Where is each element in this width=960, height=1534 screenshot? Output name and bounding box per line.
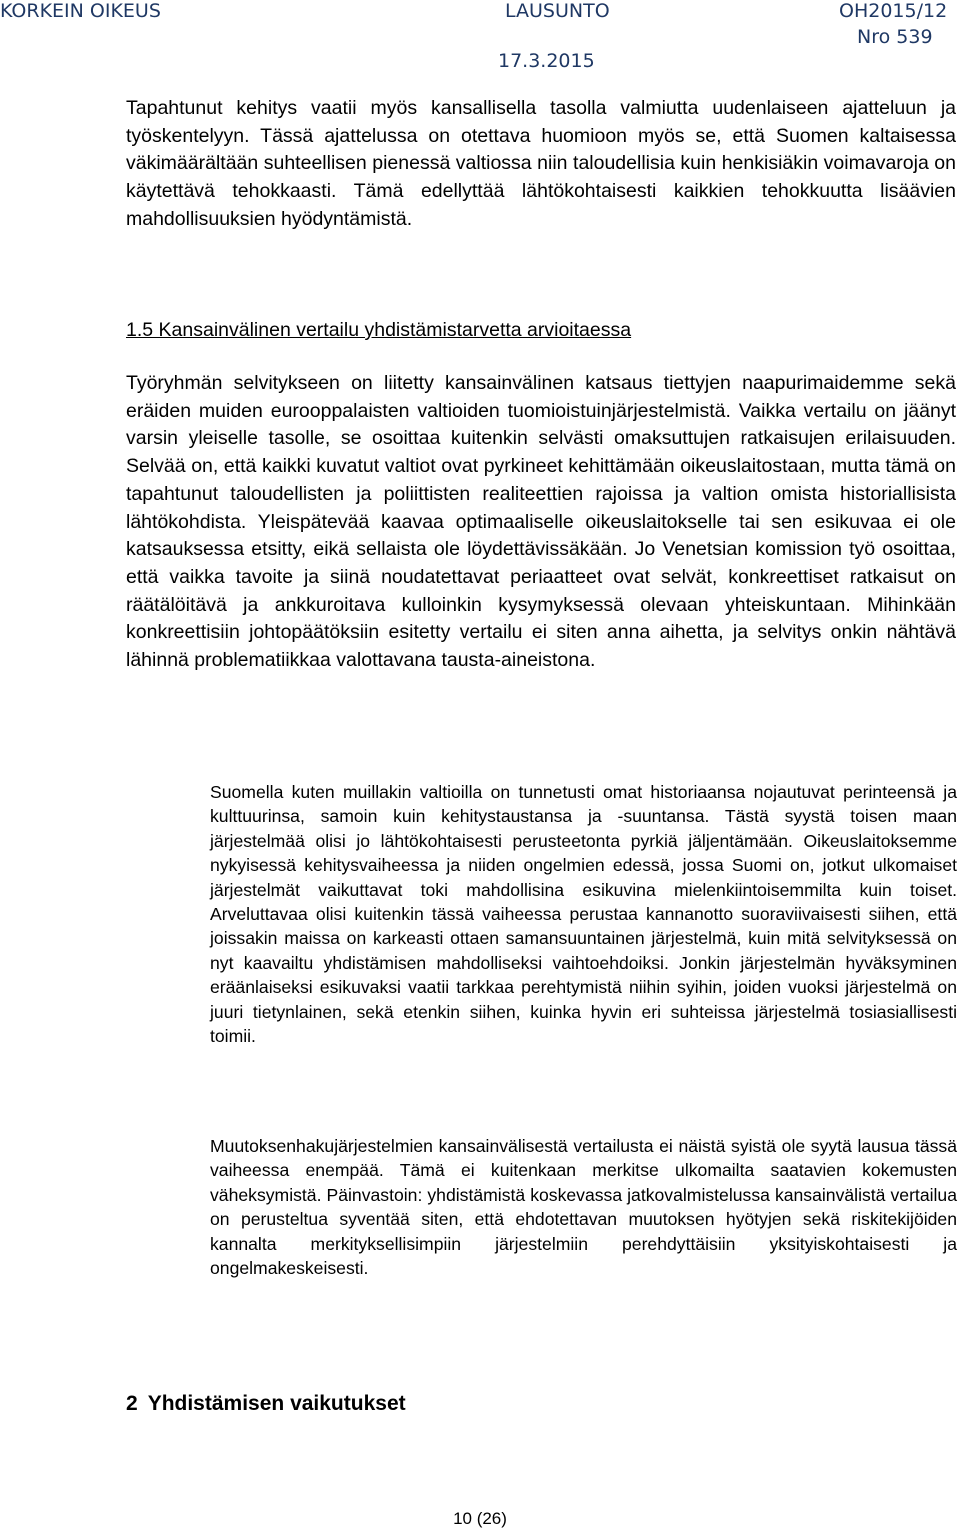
- chapter-title: Yhdistämisen vaikutukset: [147, 1392, 406, 1415]
- court-name: KORKEIN OIKEUS: [0, 0, 161, 22]
- chapter-number: 2: [126, 1392, 138, 1415]
- page-number: 10 (26): [453, 1509, 507, 1528]
- paragraph-intro: Tapahtunut kehitys vaatii myös kansallisella tasolla valmiutta uudenlaiseen ajatteluun ja työskentelyyn. Tässä ajattelussa on otettava huomioon myös se, että Suomen kaltaisessa väkimäärältään suhteellisen pienessä valtiossa niin taloudellisia kuin henkisiäkin voimavaroja on käytettävä tehokkaasti. Tämä edellyttää lähtökohtaisesti kaikkien tehokkuutta lisäävien mahdollisuuksien hyödyntämistä.: [126, 97, 956, 230]
- block-quote-1: Suomella kuten muillakin valtioilla on tunnetusti omat historiaansa nojautuvat perinteensä ja kulttuurinsa, samoin kuin kehitystaustansa ja -suuntansa. Tästä syystä toisen maan järjestelmää olisi jo lähtökohtaisesti perusteetonta pyrkiä jäljentämään. Oikeuslaitoksemme nykyisessä kehitysvaiheessa ja niiden ongelmien edessä, jossa Suomi on, jotkut ulkomaiset järjestelmät vaikuttavat toki mahdollisina esikuvina mielenkiintoisemmilta kuin toiset. Arveluttavaa olisi kuitenkin tässä vaiheessa perustaa kannanotto suoraviivaisesti siihen, että joissakin maissa on karkeasti ottaen samansuuntainen järjestelmä, kuin mitä selvityksessä on nyt kaavailtu yhdistämisen mahdolliseksi vaihtoehdoiksi. Jonkin järjestelmän hyväksyminen eräänlaiseksi esikuvaksi vaatii tarkkaa perehtymistä niihin syihin, joiden vuoksi järjestelmä on juuri tietynlainen, sekä etenkin siihen, kuinka hyvin eri suhteissa järjestelmä tosiasiallisesti toimii.: [210, 782, 957, 1047]
- document-type: LAUSUNTO: [505, 0, 610, 22]
- section-heading-1-5: 1.5 Kansainvälinen vertailu yhdistämistarvetta arvioitaessa: [126, 319, 632, 341]
- document-number: Nro 539: [857, 26, 933, 48]
- document-date: 17.3.2015: [498, 50, 595, 72]
- page-header: [0, 0, 960, 80]
- block-quote-2: Muutoksenhakujärjestelmien kansainvälisestä vertailusta ei näistä syistä ole syytä lausua tässä vaiheessa enempää. Tämä ei kuitenkaan merkitse ulkomailta saatavien kokemusten väheksymistä. Päinvastoin: yhdistämistä koskevassa jatkovalmistelussa kansainvälistä vertailua on perusteltua syventää siten, että ehdotettavan muutoksen hyötyjen sekä riskitekijöiden kannalta merkityksellisimpiin järjestelmiin perehdyttäisiin yksityiskohtaisesti ja ongelmakeskeisesti.: [210, 1136, 957, 1279]
- document-code: OH2015/12: [839, 0, 948, 22]
- paragraph-comparison: Työryhmän selvitykseen on liitetty kansainvälinen katsaus tiettyjen naapurimaidemme sekä eräiden muiden eurooppalaisten valtioiden tuomioistuinjärjestelmistä. Vaikka vertailu on jäänyt varsin yleiselle tasolle, se osoittaa kuitenkin selvästi omaksuttujen ratkaisujen erilaisuuden. Selvää on, että kaikki kuvatut valtiot ovat pyrkineet kehittämään oikeuslaitostaan, mutta tämä on tapahtunut taloudellisten ja poliittisten realiteettien rajoissa ja valtion omista historiallisista lähtökohdista. Yleispätevää kaavaa optimaaliselle oikeuslaitokselle tai sen esikuvaa ei ole katsauksessa etsitty, eikä sellaista ole löydettävissäkään. Jo Venetsian komission työ osoittaa, että vaikka tavoite ja siinä noudatettavat periaatteet ovat selvät, konkreettiset ratkaisut on räätälöitävä ja ankkuroitava kulloinkin kysymyksessä olevaan yhteiskuntaan. Mihinkään konkreettisiin johtopäätöksiin esitetty vertailu ei siten anna aihetta, ja selvitys onkin nähtävä lähinnä problematiikkaa valottavana tausta-aineistona.: [126, 372, 956, 672]
- chapter-heading: [126, 1390, 406, 1418]
